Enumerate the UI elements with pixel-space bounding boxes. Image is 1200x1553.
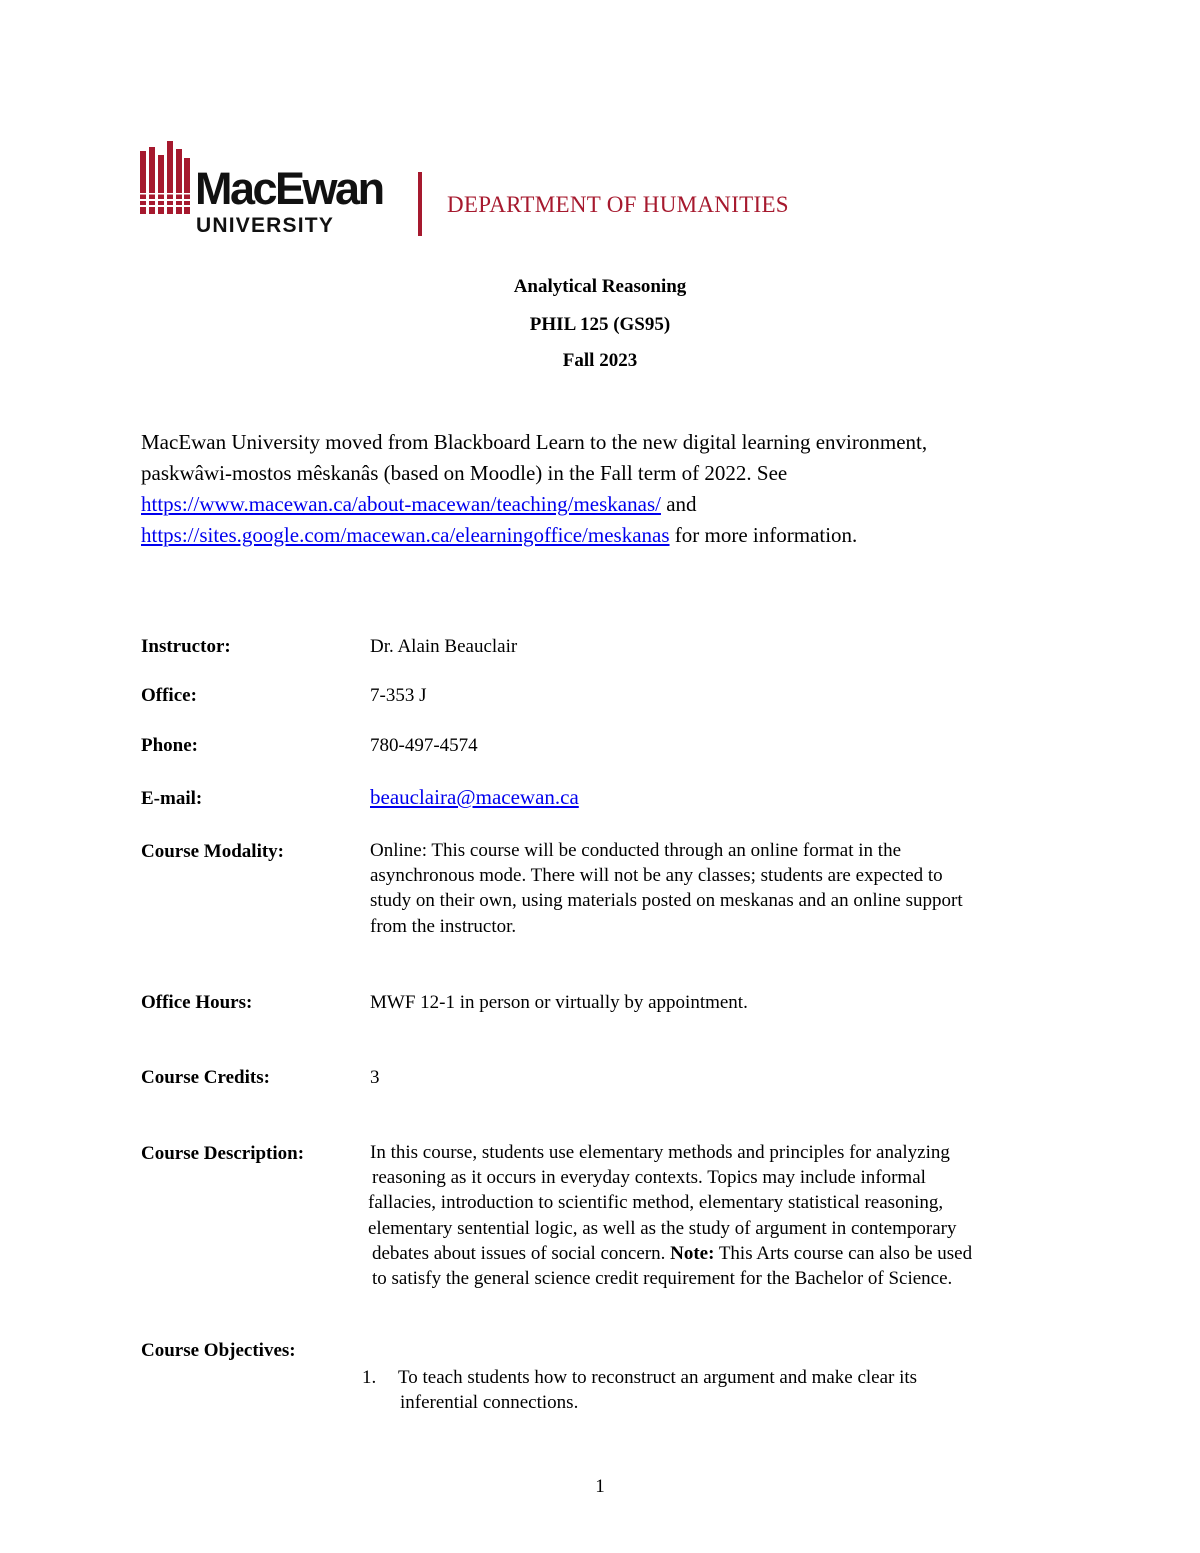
description-line-text: debates about issues of social concern. bbox=[372, 1242, 666, 1264]
course-name: Analytical Reasoning bbox=[513, 276, 687, 297]
intro-link2-suffix: for more information. bbox=[669, 523, 858, 547]
description-line: to satisfy the general science credit requirement for the Bachelor of Science. bbox=[372, 1268, 953, 1290]
objective-first-line bbox=[362, 1365, 917, 1390]
credits-value: 3 bbox=[370, 1067, 380, 1088]
department-name: DEPARTMENT OF HUMANITIES bbox=[447, 192, 789, 217]
instructor-label: Instructor: bbox=[141, 636, 231, 657]
modality-text bbox=[370, 838, 1070, 939]
objective-item bbox=[362, 1365, 917, 1415]
objective-continuation: inferential connections. bbox=[400, 1392, 579, 1413]
phone-label: Phone: bbox=[141, 735, 198, 756]
description-note-text: This Arts course can also be used bbox=[714, 1242, 973, 1264]
description-line: reasoning as it occurs in everyday contexts. Topics may include informal bbox=[372, 1167, 926, 1189]
intro-line-2: paskwâwi-mostos mêskanâs (based on Moodle) in the Fall term of 2022. See bbox=[141, 461, 788, 485]
macewan-logo-mark-icon bbox=[140, 141, 190, 218]
credits-label: Course Credits: bbox=[141, 1067, 270, 1088]
page-number: 1 bbox=[595, 1476, 605, 1497]
modality-line: Online: This course will be conducted through an online format in the bbox=[370, 840, 901, 861]
description-line bbox=[368, 1241, 1068, 1266]
meskanas-info-link[interactable]: https://www.macewan.ca/about-macewan/teaching/meskanas/ bbox=[141, 492, 661, 516]
office-value: 7-353 J bbox=[370, 685, 427, 706]
description-line: elementary sentential logic, as well as the study of argument in contemporary bbox=[368, 1217, 957, 1239]
course-term: Fall 2023 bbox=[562, 350, 638, 371]
intro-line-1: MacEwan University moved from Blackboard Learn to the new digital learning environment, bbox=[141, 430, 928, 454]
email-link[interactable]: beauclaira@macewan.ca bbox=[370, 785, 579, 809]
objectives-label: Course Objectives: bbox=[141, 1340, 296, 1361]
logo-subword: UNIVERSITY bbox=[196, 214, 335, 237]
description-text bbox=[368, 1140, 1068, 1291]
description-line: fallacies, introduction to scientific method, elementary statistical reasoning, bbox=[368, 1192, 944, 1214]
intro-link1-suffix: and bbox=[660, 492, 697, 516]
modality-label: Course Modality: bbox=[141, 841, 285, 862]
modality-line: asynchronous mode. There will not be any classes; students are expected to bbox=[370, 865, 943, 887]
office-hours-value: MWF 12-1 in person or virtually by appointment. bbox=[370, 992, 748, 1013]
course-code: PHIL 125 (GS95) bbox=[529, 314, 671, 335]
intro-line-3 bbox=[141, 489, 1061, 520]
objective-number: 1. bbox=[362, 1367, 377, 1388]
description-label: Course Description: bbox=[141, 1143, 305, 1164]
objective-text: To teach students how to reconstruct an argument and make clear its bbox=[398, 1367, 918, 1388]
logo-divider bbox=[418, 172, 422, 236]
instructor-value: Dr. Alain Beauclair bbox=[370, 636, 518, 657]
description-line: In this course, students use elementary methods and principles for analyzing bbox=[370, 1142, 950, 1163]
logo-wordmark: MacEwan bbox=[195, 163, 383, 214]
elearning-office-link[interactable]: https://sites.google.com/macewan.ca/elearningoffice/meskanas bbox=[141, 523, 670, 547]
office-hours-label: Office Hours: bbox=[141, 992, 253, 1013]
email-label: E-mail: bbox=[141, 788, 203, 809]
intro-paragraph bbox=[141, 427, 1061, 551]
phone-value: 780-497-4574 bbox=[370, 735, 478, 756]
modality-line: study on their own, using materials posted on meskanas and an online support bbox=[370, 890, 963, 912]
intro-line-4 bbox=[141, 520, 1061, 551]
office-label: Office: bbox=[141, 685, 197, 706]
modality-line: from the instructor. bbox=[370, 915, 517, 937]
description-note-label: Note: bbox=[670, 1242, 715, 1264]
